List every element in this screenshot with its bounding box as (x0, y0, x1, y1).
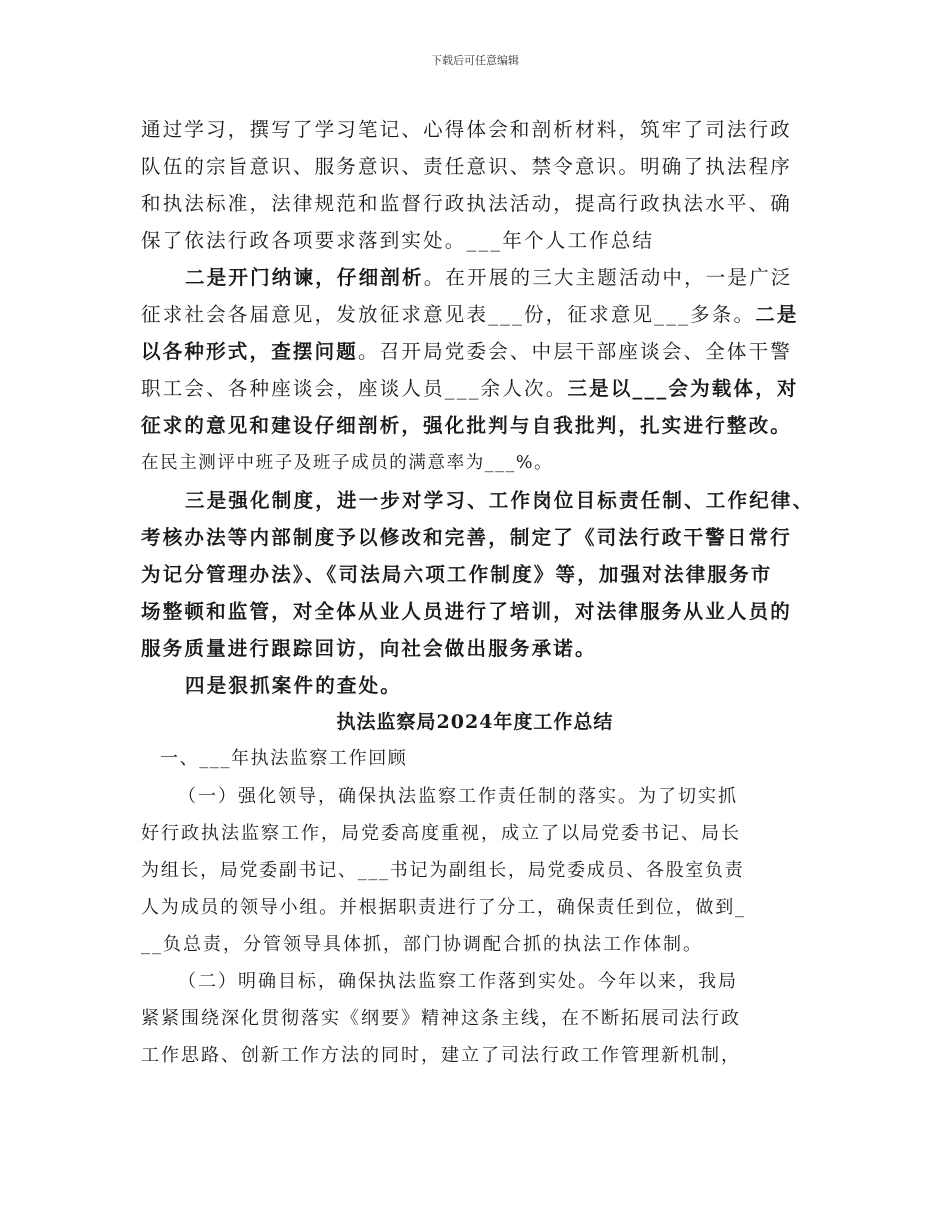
paragraph-line (141, 299, 799, 327)
bold-text-segment: 四是狠抓案件的查处。 (185, 674, 403, 697)
bold-text-segment: 考核办法等内部制度予以修改和完善，制定了《司法行政干警日常行 (141, 526, 793, 549)
text-segment: 队伍的宗旨意识、服务意识、责任意识、禁令意识。明确了执法程序 (141, 155, 793, 178)
paragraph-line (185, 262, 793, 290)
paragraph-line (141, 225, 654, 253)
text-segment: 在民主测评中班子及班子成员的满意率为___%。 (141, 453, 554, 473)
bold-text-segment: 征求的意见和建设仔细剖析，强化批判与自我批判，扎实进行整改。 (141, 414, 793, 437)
text-segment: 征求社会各届意见，发放征求意见表___份，征求意见___多条。 (141, 303, 756, 326)
paragraph-line: __负总责，分管领导具体抓，部门协调配合抓的执法工作体制。 (141, 934, 703, 955)
paragraph-line: （二）明确目标，确保执法监察工作落到实处。今年以来，我局 (178, 971, 738, 992)
paragraph-line (141, 596, 792, 624)
paragraph-line (141, 373, 799, 401)
bold-text-segment: 三是强化制度，进一步对学习、工作岗位目标责任制、工作纪律、 (185, 489, 815, 512)
text-segment: 和执法标准，法律规范和监督行政执法活动，提高行政执法水平、确 (141, 192, 793, 215)
paragraph-line (185, 670, 402, 698)
paragraph-line (141, 633, 597, 661)
bold-text-segment: 二是 (755, 303, 799, 326)
bold-text-segment: 服务质量进行跟踪回访，向社会做出服务承诺。 (141, 637, 597, 660)
text-segment: 。召开局党委会、中层干部座谈会、全体干警 (358, 340, 793, 363)
paragraph-line (141, 336, 792, 364)
paragraph-line: 紧紧围绕深化贯彻落实《纲要》精神这条主线，在不断拓展司法行政 (141, 1008, 741, 1029)
bold-text-segment: 二是开门纳谏，仔细剖析 (185, 266, 424, 289)
paragraph-line (141, 188, 792, 216)
text-segment: 职工会、各种座谈会，座谈人员___余人次。 (141, 377, 568, 400)
paragraph-line (141, 559, 773, 587)
bold-text-segment: 三是以___会为载体，对 (567, 377, 799, 400)
text-segment: 通过学习，撰写了学习笔记、心得体会和剖析材料，筑牢了司法行政 (141, 118, 793, 141)
section-heading: 一、___年执法监察工作回顾 (160, 748, 408, 769)
text-segment: 保了依法行政各项要求落到实处。___年个人工作总结 (141, 229, 655, 252)
paragraph-line: （一）强化领导，确保执法监察工作责任制的落实。为了切实抓 (178, 786, 738, 807)
text-segment: 。在开展的三大主题活动中，一是广泛 (423, 266, 793, 289)
paragraph-line: 为组长，局党委副书记、___书记为副组长，局党委成员、各股室负责 (141, 860, 745, 881)
bold-text-segment: 场整顿和监管，对全体从业人员进行了培训，对法律服务从业人员的 (141, 600, 793, 623)
paragraph-line (141, 151, 792, 179)
bold-text-segment: 为记分管理办法》、《司法局六项工作制度》等，加强对法律服务市 (141, 563, 773, 586)
paragraph-line: 好行政执法监察工作，局党委高度重视，成立了以局党委书记、局长 (141, 823, 741, 844)
paragraph-line: 工作思路、创新工作方法的同时，建立了司法行政工作管理新机制， (141, 1045, 741, 1066)
paragraph-line (141, 449, 553, 474)
bold-text-segment: 以各种形式，查摆问题 (141, 340, 359, 363)
document-title: 执法监察局2024年度工作总结 (336, 711, 614, 733)
page-header: 下载后可任意编辑 (431, 54, 519, 67)
paragraph-line (185, 485, 814, 513)
paragraph-line (141, 114, 792, 142)
paragraph-line: 人为成员的领导小组。并根据职责进行了分工，确保责任到位，做到_ (141, 897, 746, 918)
paragraph-line (141, 522, 792, 550)
paragraph-line (141, 410, 792, 438)
